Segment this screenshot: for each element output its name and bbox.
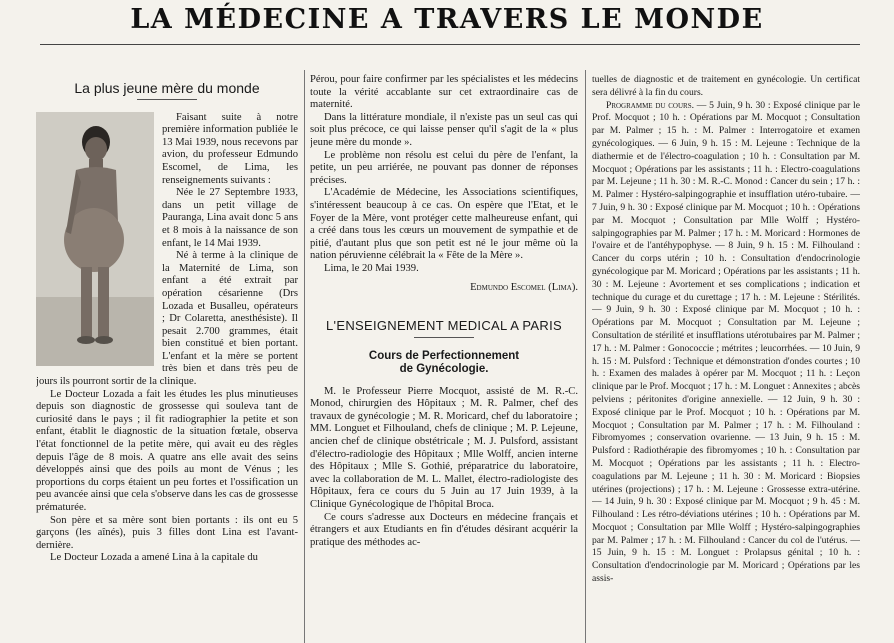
headline-rule xyxy=(40,44,860,45)
program-label: Programme du cours. xyxy=(606,99,694,111)
paragraph: M. le Professeur Pierre Mocquot, assisté de M. R.-C. Monod, chirurgien des Hôpitaux ; M. R. Palmer, chef des travaux de gynécologie ; M. R. Moricard, chef du laboratoire ; MM. Longuet et Filhouland, chefs de clinique ; M. P. Lejeune, ancien chef de clinique obstétricale ; M. J. Pulsford, assistant d'électro-radiologie des Hôpitaux ; Mlle Wolff, ancien interne des Hôpitaux ; Mlle S. Gothié, préparatrice du laboratoire, avec la collaboration de M. L. Mallet, électro-radiologiste des Hôpitaux, fera ce cours du 5 Juin au 17 Juin 1939, à la Clinique Gynécologique de l'hôpital Broca. xyxy=(310,385,578,511)
column-divider xyxy=(304,70,305,643)
column-right xyxy=(592,74,860,643)
dateline: Lima, le 20 Mai 1939. xyxy=(324,262,419,274)
paragraph: Faisant suite à notre première information publiée le 13 Mai 1939, nous recevons par avion, du professeur Edmundo Escomel, de Lima, les renseignements suivants : xyxy=(162,111,298,186)
course-subtitle-line: Cours de Perfectionnement xyxy=(368,349,520,362)
paragraph: Né à terme à la clinique de la Maternité de Lima, son enfant a été extrait par opération césarienne (Drs Lozada et Busalleu, opérateurs ; Dr Colaretta, anesthésiste). Il pesait 2.700 grammes, était bien constitué et bien portant. L'enfant et la mère se portent très bien et dans très peu de jours ils pourront sortir de la clinique. xyxy=(36,250,298,388)
program-paragraph xyxy=(592,100,860,586)
course-subtitle xyxy=(310,350,578,376)
paragraph: Le Docteur Lozada a amené Lina à la capitale du xyxy=(50,552,258,564)
paragraph: Son père et sa mère sont bien portants : ils ont eu 5 garçons (les aînés), puis 3 filles dont Lina est l'avant-dernière. xyxy=(36,514,298,551)
column-middle xyxy=(310,74,578,643)
paragraph: tuelles de diagnostic et de traitement en gynécologie. Un certificat sera délivré à la fin du cours. xyxy=(592,74,860,98)
paragraph: Dans la littérature mondiale, il n'existe pas un seul cas qui soit plus précoce, ce qui laisse penser qu'il s'agit de la « plus jeune mère du monde ». xyxy=(310,111,578,148)
paragraph: Ce cours s'adresse aux Docteurs en médecine français et étrangers et aux Etudiants en fin d'études désirant acquérir la pratique des méthodes ac- xyxy=(310,511,578,548)
girl-photo xyxy=(36,112,154,366)
title-rule xyxy=(137,99,197,100)
signature: Edmundo Escomel (Lima). xyxy=(470,281,578,293)
paragraph: L'Académie de Médecine, les Associations scientifiques, s'intéressent beaucoup à ce cas. On espère que l'Etat, et le Foyer de la Mère, vont protéger cette malheureuse enfant, qui a créé dans tous les cœurs un mouvement de sympathie et de pitié, d'autant plus que son petit est né le jour même où la nation péruvienne célébrait la « Fête de la Mère ». xyxy=(310,187,578,262)
section-title: L'ENSEIGNEMENT MEDICAL A PARIS xyxy=(326,318,562,334)
course-subtitle-line: de Gynécologie. xyxy=(399,362,489,375)
paragraph: Pérou, pour faire confirmer par les spécialistes et les médecins toute la vérité accablante sur cet extraordinaire cas de maternité. xyxy=(310,74,578,111)
title-rule xyxy=(414,337,474,338)
paragraph: Le Docteur Lozada a fait les études les plus minutieuses depuis son diagnostic de grossesse qui souleva tant de curiosité dans le pays ; il fit radiographier la petite et son enfant, établit le diagnostic de la situation fœtale, observa l'état fonctionnel de la petite mère, qui avait eu des règles depuis l'âge de 8 mois. A quatre ans elle avait des seins développés ainsi que des poils au mont de Vénus ; les proportions du corps étaient un peu fortes et l'ossification un peu avancée ainsi que cela s'observe dans les cas de grossesse prématurée. xyxy=(36,388,298,513)
column-left xyxy=(36,58,298,643)
page-headline: LA MÉDECINE A TRAVERS LE MONDE xyxy=(130,4,764,35)
program-text: — 5 Juin, 9 h. 30 : Exposé clinique par le Prof. Mocquot ; 10 h. : Opérations par M. Mocquot ; Consultation par M. Palmer ; 15 h. : M. Palmer : Interrogatoire et examen gynécologiques. — 6 Juin, 9 h. 15 : M. Lejeune : Technique de la diathermie et de l'électro-coagulation ; 10 h. : Consultation par M. Mocquot ; Opérations par les assistants ; 11 h. : Electro-coagulations par M. Lejeune ; 11 h. 30 : M. R.-C. Monod : Cancer du sein ; 17 h. : M. Palmer : Hystéro-salpingographie et insufflation utéro-tubaire. — 7 Juin, 9 h. 30 : Exposé clinique par M. Mocquot ; 10 h. : Opérations par M. Mocquot ; Consultation par Mlle Wolff ; Hystéro-salpingographies par M. Palmer ; 17 h. : M. Moricard : Hormones de l'ovaire et de l'antéhypophyse. — 8 Juin, 9 h. 15 : M. Filhouland : Cancer du corps utérin ; 10 h. : Consultation d'endocrinologie gynécologique par M. Moricard ; Opérations par les assistants ; 11 h. 30 : M. Lejeune : Avortement et ses complications ; indication et technique du curage et du curettage ; 17 h. : M. Lejeune : Stérilités. — 9 Juin, 9 h. 30 : Exposé clinique par M. Mocquot ; 10 h. : Opérations par M. Mocquot ; Consultation par M. Lejeune ; Consultation de stérilité et insufflations utérotubaires par M. Palmer ; 17 h. : M. Palmer : Gonococcie ; métrites ; leucorrhées. — 10 Juin, 9 h. 15 : M. Pulsford : Technique et démonstration d'ondes courtes ; 10 h. : Examen des malades à opérer par M. Mocquot ; 11 h. : Leçon clinique par le Prof. Mocquot ; 17 h. : M. Longuet : Annexites ; abcès pelviens ; péritonites d'origine annexielle. — 12 Juin, 9 h. 30 : Exposé clinique par le Prof. Mocquot ; 10 h. : Opérations par M. Mocquot ; Consultation par M. Palmer ; 17 h. : M. Filhouland : Fibromyomes ; conservation ovarienne. — 13 Juin, 9 h. 15 : M. Pulsford : Radiothérapie des fibromyomes ; 10 h. : Consultation par M. Mocquot ; Opérations par les assistants ; 11 h. : Electro-coagulations par M. Lejeune ; 11 h. 30 : M. Moricard : Biopsies utérines (projections) ; 17 h. : M. Lejeune : Grossesse extra-utérine. — 14 Juin, 9 h. 30 : Exposé clinique par M. Mocquot ; 9 h. 45 : M. Filhouland : Les rétro-déviations utérines ; 10 h. : Opérations par M. Mocquot ; Consultation par Mlle Wolff ; Hystéro-salpingographies par M. Palmer ; 17 h. : M. Filhouland : Cancer du col de l'utérus. — 15 Juin, 9 h. 15 : M. Longuet : Prolapsus génital ; 10 h. : Consultation d'endocrinologie par M. Moricard ; Opérations par les assis- xyxy=(592,99,860,585)
paragraph: Le problème non résolu est celui du père de l'enfant, la petite, un peu arriérée, ne pouvant pas donner de réponses précises. xyxy=(310,149,578,186)
article-title: La plus jeune mère du monde xyxy=(74,80,260,96)
column-divider xyxy=(585,70,586,643)
paragraph: Née le 27 Septembre 1933, dans un petit village de Pauranga, Lina avait donc 5 ans et 8 mois à la naissance de son enfant, le 14 Mai 1939. xyxy=(162,187,298,249)
